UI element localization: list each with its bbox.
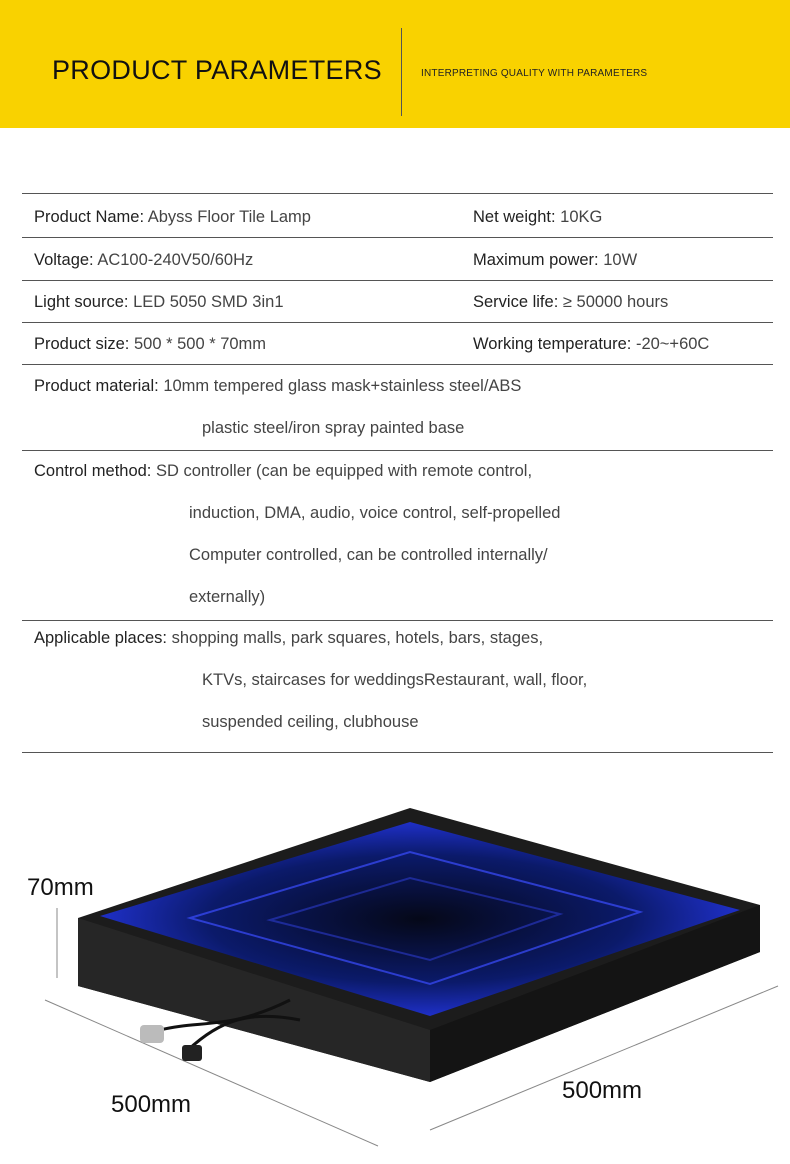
dimension-height-label: 70mm: [27, 874, 94, 901]
banner-subtitle: INTERPRETING QUALITY WITH PARAMETERS: [421, 68, 648, 79]
param-value-line: KTVs, staircases for weddingsRestaurant, wall, floor,: [202, 671, 588, 689]
param-label: Control method:: [34, 462, 152, 480]
param-value-line: SD controller (can be equipped with remote control,: [156, 462, 533, 480]
param-label: Product size:: [34, 335, 130, 353]
param-label: Net weight:: [473, 208, 556, 226]
param-working-temperature: [473, 335, 709, 354]
param-net-weight: [473, 208, 602, 227]
row-divider: [22, 237, 773, 238]
param-value: 10W: [603, 251, 638, 269]
param-product-name: [34, 208, 311, 227]
param-value-line: externally): [189, 588, 266, 606]
param-value: Abyss Floor Tile Lamp: [147, 208, 311, 226]
param-value-line: shopping malls, park squares, hotels, bars, stages,: [171, 629, 544, 647]
banner-title: PRODUCT PARAMETERS: [52, 55, 382, 85]
row-divider: [22, 280, 773, 281]
param-label: Working temperature:: [473, 335, 632, 353]
param-label: Voltage:: [34, 251, 94, 269]
param-value: ≥ 50000 hours: [562, 293, 669, 311]
param-label: Product material:: [34, 377, 159, 395]
dimension-width-right-label: 500mm: [562, 1077, 643, 1104]
row-divider: [22, 193, 773, 194]
param-value: 500 * 500 * 70mm: [133, 335, 267, 353]
param-value-line: suspended ceiling, clubhouse: [202, 713, 419, 731]
param-value-line: induction, DMA, audio, voice control, self-propelled: [189, 504, 561, 522]
param-product-material: [34, 377, 521, 396]
param-light-source: [34, 293, 284, 312]
row-divider: [22, 620, 773, 621]
param-voltage: [34, 251, 253, 270]
param-value-line: plastic steel/iron spray painted base: [202, 419, 465, 437]
row-divider: [22, 450, 773, 451]
row-divider: [22, 322, 773, 323]
param-maximum-power: [473, 251, 637, 270]
param-label: Light source:: [34, 293, 129, 311]
header-banner: [0, 0, 790, 128]
connector-plug: [140, 1025, 164, 1043]
param-label: Product Name:: [34, 208, 145, 226]
param-product-size: [34, 335, 266, 354]
param-value-line: 10mm tempered glass mask+stainless steel/ABS: [163, 377, 522, 395]
param-value: 10KG: [560, 208, 603, 226]
param-value: LED 5050 SMD 3in1: [133, 293, 284, 311]
param-applicable-places: [34, 629, 543, 648]
param-control-method: [34, 462, 532, 481]
param-label: Service life:: [473, 293, 559, 311]
param-value: -20~+60C: [635, 335, 710, 353]
connector-plug: [182, 1045, 202, 1061]
banner-divider: [401, 28, 402, 116]
row-divider: [22, 752, 773, 753]
param-service-life: [473, 293, 668, 312]
param-label: Applicable places:: [34, 629, 167, 647]
dimension-width-left-label: 500mm: [111, 1091, 192, 1118]
row-divider: [22, 364, 773, 365]
param-label: Maximum power:: [473, 251, 599, 269]
param-value: AC100-240V50/60Hz: [97, 251, 254, 269]
param-value-line: Computer controlled, can be controlled internally/: [189, 546, 548, 564]
